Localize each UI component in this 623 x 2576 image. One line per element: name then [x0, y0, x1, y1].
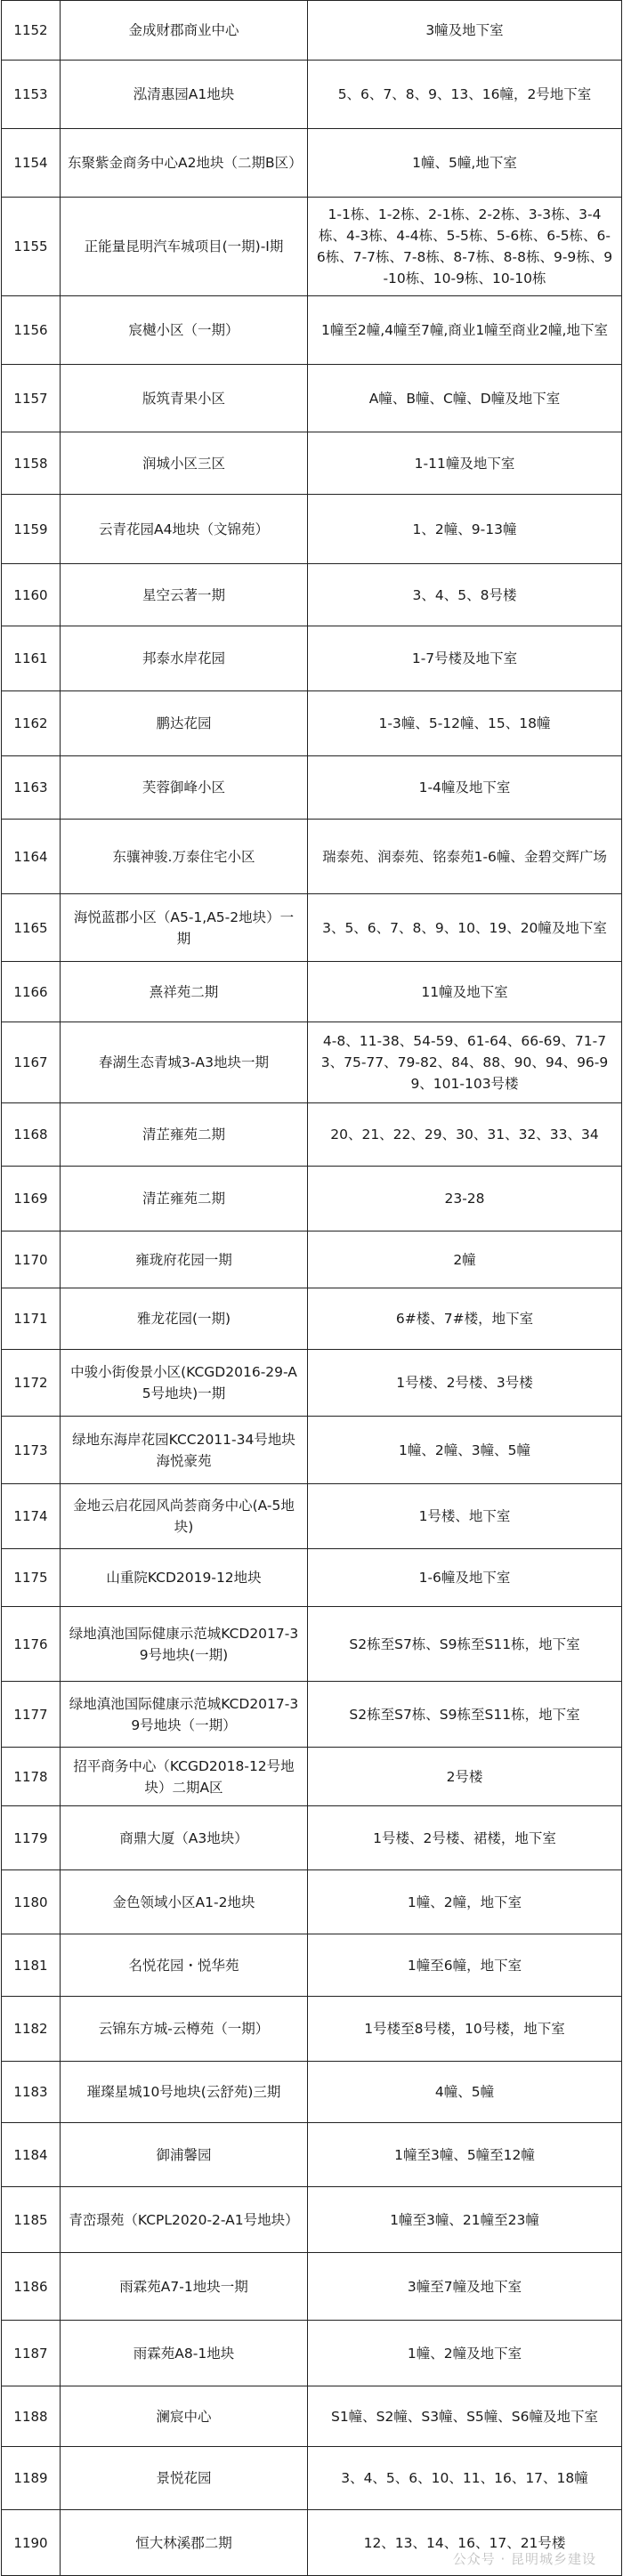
project-name: 海悦蓝郡小区（A5-1,A5-2地块）一期	[61, 894, 308, 962]
row-number: 1165	[2, 894, 61, 962]
table-row	[2, 365, 622, 432]
project-name: 清芷雍苑二期	[61, 1103, 308, 1167]
table-row	[2, 1997, 622, 2062]
buildings-scope: 3、5、6、7、8、9、10、19、20幢及地下室	[308, 894, 622, 962]
project-name: 商鼎大厦（A3地块）	[61, 1806, 308, 1870]
table-row	[2, 1748, 622, 1806]
table-row	[2, 1549, 622, 1607]
table-row	[2, 894, 622, 962]
table-row	[2, 1417, 622, 1484]
table-row	[2, 1607, 622, 1682]
table-row	[2, 432, 622, 495]
project-table-body	[2, 1, 622, 2576]
row-number: 1173	[2, 1417, 61, 1484]
row-number: 1161	[2, 626, 61, 691]
row-number: 1156	[2, 296, 61, 365]
table-row	[2, 1022, 622, 1103]
row-number: 1162	[2, 691, 61, 756]
project-name: 璀璨星城10号地块(云舒苑)三期	[61, 2062, 308, 2123]
buildings-scope: 1幢至3幢、21幢至23幢	[308, 2187, 622, 2253]
buildings-scope: 1-6幢及地下室	[308, 1549, 622, 1607]
row-number: 1158	[2, 432, 61, 495]
buildings-scope: 1幢至3幢、5幢至12幢	[308, 2123, 622, 2187]
buildings-scope: 1号楼至8号楼，10号楼，地下室	[308, 1997, 622, 2062]
row-number: 1175	[2, 1549, 61, 1607]
project-name: 宸樾小区（一期）	[61, 296, 308, 365]
project-name: 云锦东方城-云樽苑（一期）	[61, 1997, 308, 2062]
row-number: 1171	[2, 1288, 61, 1350]
watermark: 公众号 · 昆明城乡建设	[452, 2551, 596, 2567]
table-row	[2, 1231, 622, 1288]
row-number: 1164	[2, 820, 61, 894]
table-row	[2, 2253, 622, 2321]
project-name: 中骏小街俊景小区(KCGD2016-29-A5号地块)一期	[61, 1350, 308, 1417]
buildings-scope: 1-11幢及地下室	[308, 432, 622, 495]
project-name: 鹏达花园	[61, 691, 308, 756]
project-name: 清芷雍苑二期	[61, 1167, 308, 1231]
table-row	[2, 495, 622, 564]
project-name: 招平商务中心（KCGD2018-12号地块）二期A区	[61, 1748, 308, 1806]
project-name: 正能量昆明汽车城项目(一期)-Ⅰ期	[61, 198, 308, 296]
buildings-scope: 2号楼	[308, 1748, 622, 1806]
row-number: 1172	[2, 1350, 61, 1417]
table-row	[2, 1682, 622, 1748]
table-row	[2, 2062, 622, 2123]
project-name: 雅龙花园(一期)	[61, 1288, 308, 1350]
project-name: 版筑青果小区	[61, 365, 308, 432]
project-name: 绿地东海岸花园KCC2011-34号地块海悦豪苑	[61, 1417, 308, 1484]
project-name: 景悦花园	[61, 2447, 308, 2510]
table-row	[2, 296, 622, 365]
row-number: 1185	[2, 2187, 61, 2253]
table-row	[2, 1484, 622, 1549]
project-name: 山重院KCD2019-12地块	[61, 1549, 308, 1607]
table-row	[2, 2447, 622, 2510]
buildings-scope: 6#楼、7#楼，地下室	[308, 1288, 622, 1350]
project-name: 东聚紫金商务中心A2地块（二期B区）	[61, 129, 308, 198]
buildings-scope: 瑞泰苑、润泰苑、铭泰苑1-6幢、金碧交辉广场	[308, 820, 622, 894]
buildings-scope: 1幢至2幢,4幢至7幢,商业1幢至商业2幢,地下室	[308, 296, 622, 365]
buildings-scope: 1号楼、2号楼、裙楼，地下室	[308, 1806, 622, 1870]
buildings-scope: 4幢、5幢	[308, 2062, 622, 2123]
row-number: 1167	[2, 1022, 61, 1103]
buildings-scope: 11幢及地下室	[308, 962, 622, 1022]
project-name: 雍珑府花园一期	[61, 1231, 308, 1288]
buildings-scope: 1幢、2幢及地下室	[308, 2321, 622, 2386]
project-name: 熹祥苑二期	[61, 962, 308, 1022]
row-number: 1188	[2, 2386, 61, 2447]
row-number: 1179	[2, 1806, 61, 1870]
buildings-scope: S2栋至S7栋、S9栋至S11栋，地下室	[308, 1682, 622, 1748]
row-number: 1155	[2, 198, 61, 296]
row-number: 1184	[2, 2123, 61, 2187]
buildings-scope: 20、21、22、29、30、31、32、33、34	[308, 1103, 622, 1167]
buildings-scope: 2幢	[308, 1231, 622, 1288]
table-row	[2, 1288, 622, 1350]
row-number: 1190	[2, 2510, 61, 2576]
table-row	[2, 1350, 622, 1417]
table-row	[2, 2386, 622, 2447]
table-row	[2, 756, 622, 820]
buildings-scope: 1-7号楼及地下室	[308, 626, 622, 691]
table-row	[2, 1870, 622, 1934]
row-number: 1178	[2, 1748, 61, 1806]
project-name: 澜宸中心	[61, 2386, 308, 2447]
row-number: 1159	[2, 495, 61, 564]
buildings-scope: 12、13、14、16、17、21号楼	[308, 2510, 622, 2576]
project-name: 绿地滇池国际健康示范城KCD2017-39号地块(一期)	[61, 1607, 308, 1682]
row-number: 1168	[2, 1103, 61, 1167]
buildings-scope: S1幢、S2幢、S3幢、S5幢、S6幢及地下室	[308, 2386, 622, 2447]
row-number: 1160	[2, 564, 61, 626]
buildings-scope: 3、4、5、8号楼	[308, 564, 622, 626]
row-number: 1189	[2, 2447, 61, 2510]
project-name: 泓清惠园A1地块	[61, 61, 308, 129]
table-row	[2, 564, 622, 626]
project-name: 雨霖苑A7-1地块一期	[61, 2253, 308, 2321]
table-row	[2, 129, 622, 198]
row-number: 1177	[2, 1682, 61, 1748]
row-number: 1187	[2, 2321, 61, 2386]
row-number: 1152	[2, 1, 61, 61]
project-name: 东骧神骏.万泰住宅小区	[61, 820, 308, 894]
table-row	[2, 1167, 622, 1231]
buildings-scope: 1、2幢、9-13幢	[308, 495, 622, 564]
buildings-scope: 1-1栋、1-2栋、2-1栋、2-2栋、3-3栋、3-4栋、4-3栋、4-4栋、5-5栋、5-6栋、6-5栋、6-6栋、7-7栋、7-8栋、8-7栋、8-8栋、9-9栋、9-10栋、10-9栋、10-10栋	[308, 198, 622, 296]
buildings-scope: 1幢、2幢、3幢、5幢	[308, 1417, 622, 1484]
project-name: 星空云著一期	[61, 564, 308, 626]
buildings-scope: 1幢至6幢，地下室	[308, 1934, 622, 1997]
row-number: 1169	[2, 1167, 61, 1231]
project-name: 芙蓉御峰小区	[61, 756, 308, 820]
buildings-scope: 1号楼、地下室	[308, 1484, 622, 1549]
buildings-scope: 1幢、2幢，地下室	[308, 1870, 622, 1934]
project-name: 绿地滇池国际健康示范城KCD2017-39号地块（一期）	[61, 1682, 308, 1748]
table-row	[2, 820, 622, 894]
buildings-scope: 1号楼、2号楼、3号楼	[308, 1350, 622, 1417]
table-row	[2, 1103, 622, 1167]
buildings-scope: 1-4幢及地下室	[308, 756, 622, 820]
row-number: 1183	[2, 2062, 61, 2123]
project-name: 青峦璟苑（KCPL2020-2-A1号地块）	[61, 2187, 308, 2253]
table-row	[2, 2321, 622, 2386]
buildings-scope: S2栋至S7栋、S9栋至S11栋，地下室	[308, 1607, 622, 1682]
table-row	[2, 1806, 622, 1870]
row-number: 1170	[2, 1231, 61, 1288]
buildings-scope: 5、6、7、8、9、13、16幢，2号地下室	[308, 61, 622, 129]
buildings-scope: 3幢至7幢及地下室	[308, 2253, 622, 2321]
project-name: 润城小区三区	[61, 432, 308, 495]
project-name: 御浦馨园	[61, 2123, 308, 2187]
row-number: 1163	[2, 756, 61, 820]
table-row	[2, 61, 622, 129]
row-number: 1186	[2, 2253, 61, 2321]
project-table	[1, 0, 622, 2576]
row-number: 1157	[2, 365, 61, 432]
row-number: 1153	[2, 61, 61, 129]
project-name: 春湖生态青城3-A3地块一期	[61, 1022, 308, 1103]
project-name: 金地云启花园风尚荟商务中心(A-5地块)	[61, 1484, 308, 1549]
row-number: 1182	[2, 1997, 61, 2062]
project-name: 邦泰水岸花园	[61, 626, 308, 691]
buildings-scope: 1幢、5幢,地下室	[308, 129, 622, 198]
row-number: 1176	[2, 1607, 61, 1682]
project-name: 雨霖苑A8-1地块	[61, 2321, 308, 2386]
project-name: 金成财郡商业中心	[61, 1, 308, 61]
buildings-scope: 1-3幢、5-12幢、15、18幢	[308, 691, 622, 756]
project-name: 金色领域小区A1-2地块	[61, 1870, 308, 1934]
table-row	[2, 1, 622, 61]
row-number: 1174	[2, 1484, 61, 1549]
project-name: 云青花园A4地块（文锦苑）	[61, 495, 308, 564]
table-row	[2, 1934, 622, 1997]
table-row	[2, 962, 622, 1022]
project-name: 恒大林溪郡二期	[61, 2510, 308, 2576]
buildings-scope: 23-28	[308, 1167, 622, 1231]
row-number: 1180	[2, 1870, 61, 1934]
table-row	[2, 626, 622, 691]
project-name: 名悦花园・悦华苑	[61, 1934, 308, 1997]
table-row	[2, 2187, 622, 2253]
row-number: 1166	[2, 962, 61, 1022]
buildings-scope: 3幢及地下室	[308, 1, 622, 61]
buildings-scope: A幢、B幢、C幢、D幢及地下室	[308, 365, 622, 432]
table-row	[2, 2123, 622, 2187]
buildings-scope: 4-8、11-38、54-59、61-64、66-69、71-73、75-77、79-82、84、88、90、94、96-99、101-103号楼	[308, 1022, 622, 1103]
table-row	[2, 198, 622, 296]
row-number: 1181	[2, 1934, 61, 1997]
row-number: 1154	[2, 129, 61, 198]
buildings-scope: 3、4、5、6、10、11、16、17、18幢	[308, 2447, 622, 2510]
table-row	[2, 691, 622, 756]
